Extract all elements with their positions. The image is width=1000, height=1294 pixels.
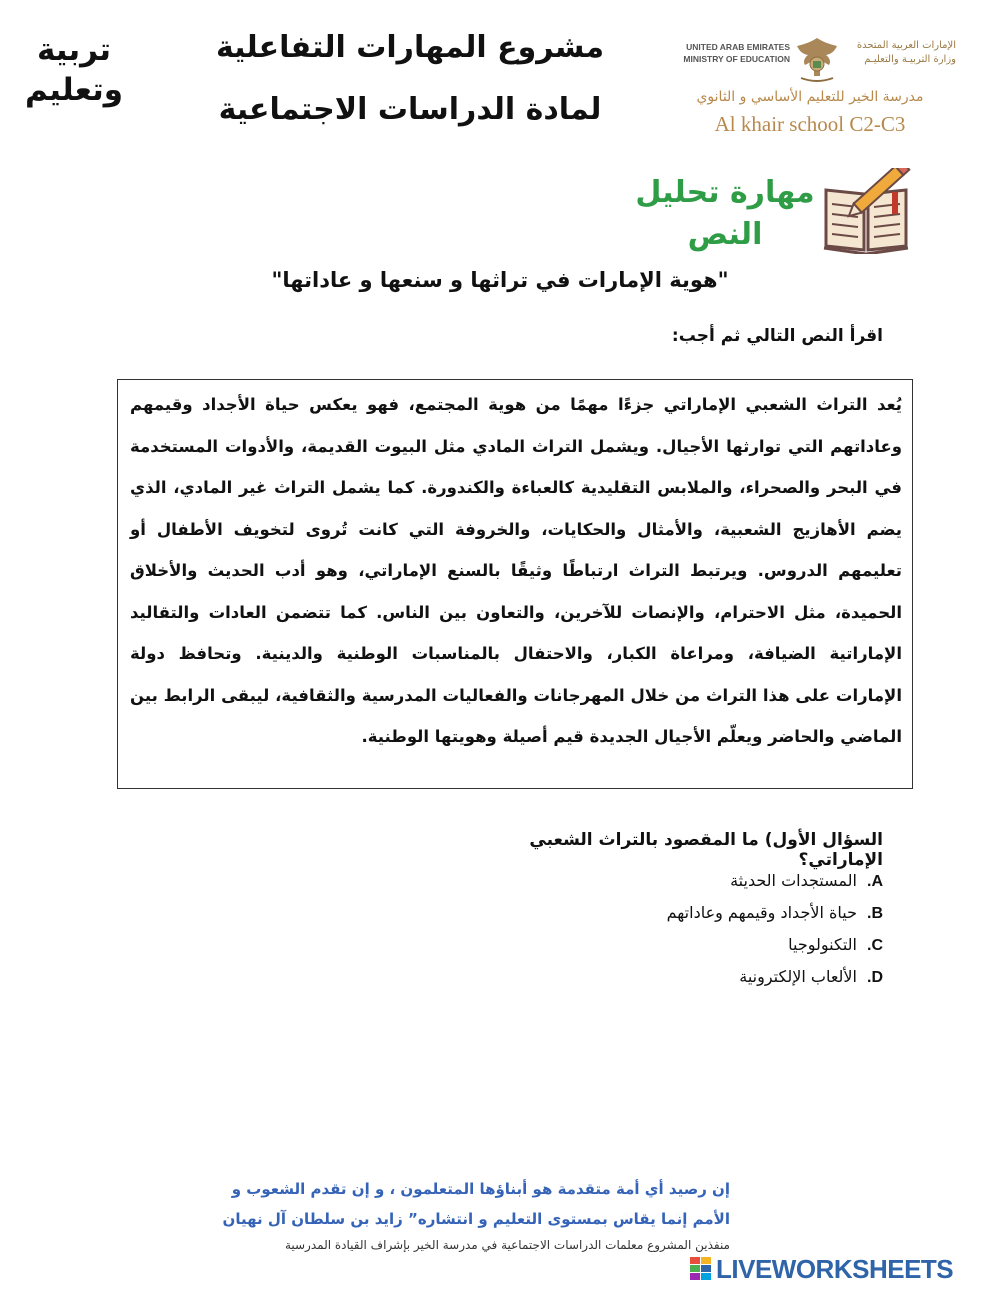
tarbia-taleem-logo	[24, 30, 124, 110]
logo-line-1: تربية	[36, 32, 112, 68]
reading-instruction: اقرأ النص التالي ثم أجب:	[671, 326, 883, 346]
option-letter: A.	[866, 873, 883, 890]
liveworksheets-logo[interactable]	[690, 1254, 990, 1284]
ministry-en-line-2: MINISTRY OF EDUCATION	[683, 54, 790, 64]
option-text: الألعاب الإلكترونية	[739, 967, 857, 986]
liveworksheets-wordmark: LIVEWORKSHEETS	[716, 1254, 954, 1284]
answer-option-b[interactable]	[480, 898, 883, 928]
question-text: السؤال الأول) ما المقصود بالتراث الشعبي الإماراتي؟	[529, 830, 883, 870]
liveworksheets-blocks-icon	[690, 1257, 712, 1281]
footer-quote-line-1: إن رصيد أي أمة متقدمة هو أبناؤها المتعلمون ، و إن تقدم الشعوب و	[231, 1180, 730, 1198]
skill-heading-line-1: مهارة تحليل	[635, 175, 815, 210]
option-text: التكنولوجيا	[788, 935, 857, 954]
answer-option-d[interactable]	[480, 962, 883, 992]
passage-text: يُعد التراث الشعبي الإماراتي جزءًا مهمًا من هوية المجتمع، فهو يعكس حياة الأجداد وقيمهم وعاداتهم التي توارثها الأجيال. ويشمل التراث المادي مثل البيوت القديمة، والأدوات المستخدمة في البحر والصحراء، والملابس التقليدية كالعباءة والكندورة. كما يشمل التراث غير المادي، الذي يضم الأهازيج الشعبية، والأمثال والحكايات، والخروفة التي كانت تُروى لتخويف الأطفال أو تعليمهم الدروس. ويرتبط التراث ارتباطًا وثيقًا بالسنع الإماراتي، وهو أدب الحديث والأخلاق الحميدة، مثل الاحترام، والإنصات للآخرين، والتعاون بين الناس. كما تتضمن العادات والتقاليد الإماراتية الضيافة، ومراعاة الكبار، والاحتفال بالمناسبات الوطنية والدينية. وتحافظ دولة الإمارات على هذا التراث من خلال المهرجانات والفعاليات المدرسية والثقافية، ليبقى الرابط بين الماضي والحاضر ويعلّم الأجيال الجديدة قيم أصيلة وهويتها الوطنية.	[130, 395, 902, 746]
footer-quote-line-2: الأمم إنما يقاس بمستوى التعليم و انتشاره” زايد بن سلطان آل نهيان	[222, 1210, 730, 1228]
ministry-en-line-1: UNITED ARAB EMIRATES	[686, 42, 790, 52]
option-letter: B.	[866, 905, 883, 922]
uae-emblem-icon	[791, 34, 843, 84]
topic-title: "هوية الإمارات في تراثها و سنعها و عاداتها"	[271, 268, 729, 292]
ministry-ar-line-1: الإمارات العربية المتحدة	[856, 40, 956, 51]
open-book-pencil-icon	[820, 168, 912, 254]
ministry-ar-line-2: وزارة التربيـة والتعليـم	[864, 54, 956, 65]
school-name-english: Al khair school C2-C3	[714, 112, 906, 136]
logo-line-2: وتعليم	[24, 72, 124, 108]
project-title-line-1: مشروع المهارات التفاعلية	[215, 30, 605, 65]
option-text: حياة الأجداد وقيمهم وعاداتهم	[666, 903, 857, 922]
school-name-arabic: مدرسة الخير للتعليم الأساسي و الثانوي	[696, 89, 924, 105]
option-letter: D.	[866, 969, 883, 986]
answer-option-a[interactable]	[480, 866, 883, 896]
passage-box	[117, 379, 913, 789]
option-text: المستجدات الحديثة	[730, 871, 857, 890]
ministry-name-arabic	[846, 39, 956, 67]
answer-option-c[interactable]	[480, 930, 883, 960]
ministry-name-english	[655, 41, 790, 65]
project-title-line-2: لمادة الدراسات الاجتماعية	[218, 92, 602, 127]
option-letter: C.	[866, 937, 883, 954]
skill-heading	[620, 172, 830, 256]
footer-credit: منفذين المشروع معلمات الدراسات الاجتماعية في مدرسة الخير بإشراف القيادة المدرسية	[284, 1238, 730, 1252]
skill-heading-line-2: النص	[687, 217, 763, 252]
